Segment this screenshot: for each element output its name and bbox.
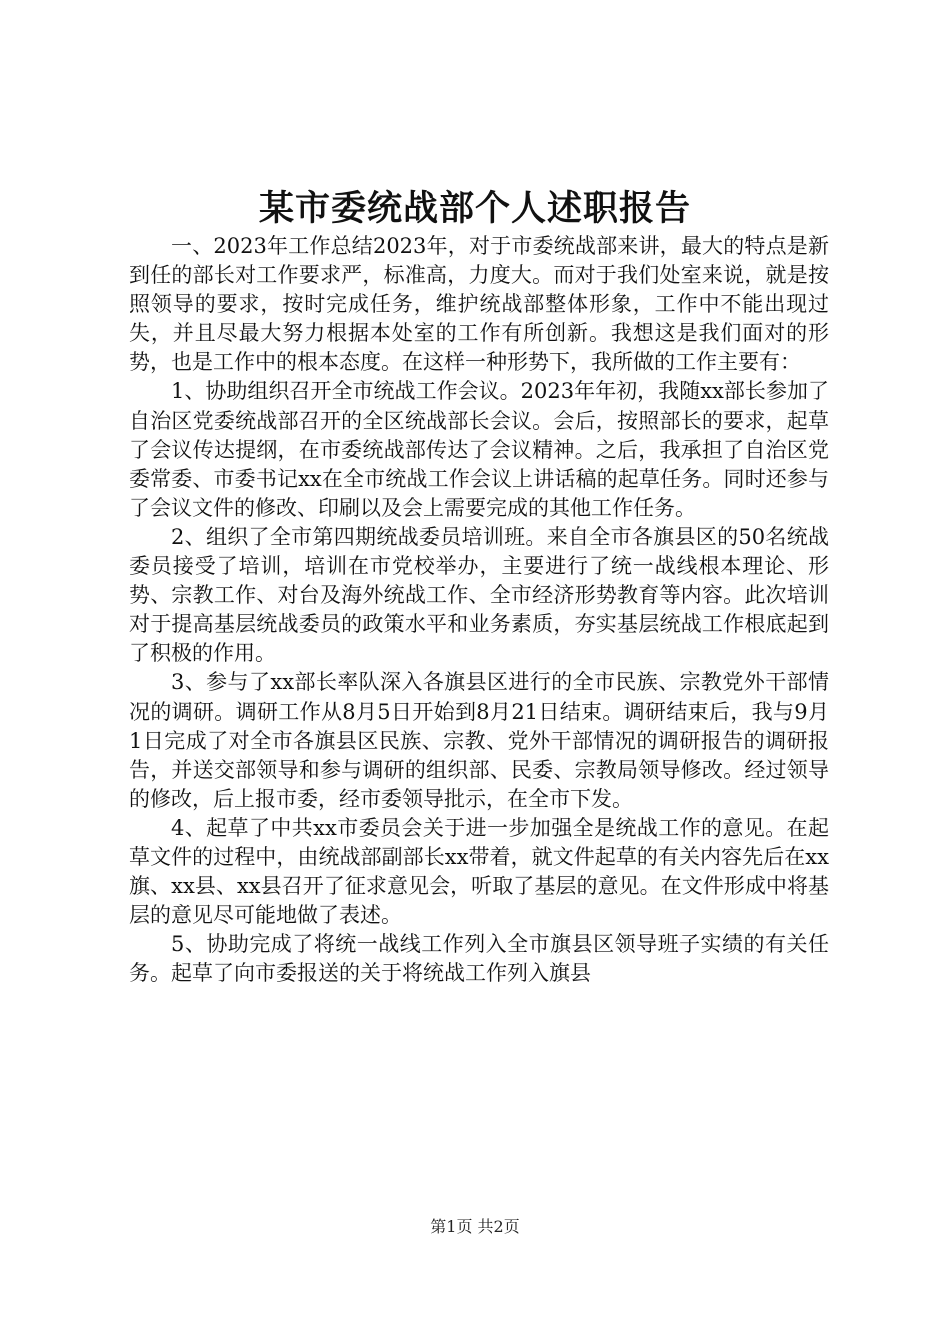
paragraph-item-3: 3、参与了xx部长率队深入各旗县区进行的全市民族、宗教党外干部情况的调研。调研工作从8月5日开始到8月21日结束。调研结束后，我与9月1日完成了对全市各旗县区民族、宗教、党外干部情况的调研报告的调研报告，并送交部领导和参与调研的组织部、民委、宗教局领导修改。经过领导的修改，后上报市委，经市委领导批示，在全市下发。 bbox=[129, 670, 829, 811]
document-body bbox=[129, 232, 829, 988]
paragraph-item-2: 2、组织了全市第四期统战委员培训班。来自全市各旗县区的50名统战委员接受了培训，培训在市党校举办，主要进行了统一战线根本理论、形势、宗教工作、对台及海外统战工作、全市经济形势教育等内容。此次培训对于提高基层统战委员的政策水平和业务素质，夯实基层统战工作根底起到了积极的作用。 bbox=[129, 524, 829, 666]
paragraph-intro: 一、2023年工作总结2023年，对于市委统战部来讲，最大的特点是新到任的部长对工作要求严，标准高，力度大。而对于我们处室来说，就是按照领导的要求，按时完成任务，维护统战部整体形象，工作中不能出现过失，并且尽最大努力根据本处室的工作有所创新。我想这是我们面对的形势，也是工作中的根本态度。在这样一种形势下，我所做的工作主要有： bbox=[129, 234, 829, 375]
paragraph-item-1: 1、协助组织召开全市统战工作会议。2023年年初，我随xx部长参加了自治区党委统战部召开的全区统战部长会议。会后，按照部长的要求，起草了会议传达提纲，在市委统战部传达了会议精神。之后，我承担了自治区党委常委、市委书记xx在全市统战工作会议上讲话稿的起草任务。同时还参与了会议文件的修改、印刷以及会上需要完成的其他工作任务。 bbox=[129, 379, 829, 520]
paragraph-item-5: 5、协助完成了将统一战线工作列入全市旗县区领导班子实绩的有关任务。起草了向市委报送的关于将统战工作列入旗县 bbox=[129, 932, 829, 986]
page-number-footer: 第1页 共2页 bbox=[430, 1217, 520, 1236]
paragraph-item-4: 4、起草了中共xx市委员会关于进一步加强全是统战工作的意见。在起草文件的过程中，由统战部副部长xx带着，就文件起草的有关内容先后在xx旗、xx县、xx县召开了征求意见会，听取了基层的意见。在文件形成中将基层的意见尽可能地做了表述。 bbox=[129, 815, 829, 928]
document-title: 某市委统战部个人述职报告 bbox=[258, 188, 691, 229]
